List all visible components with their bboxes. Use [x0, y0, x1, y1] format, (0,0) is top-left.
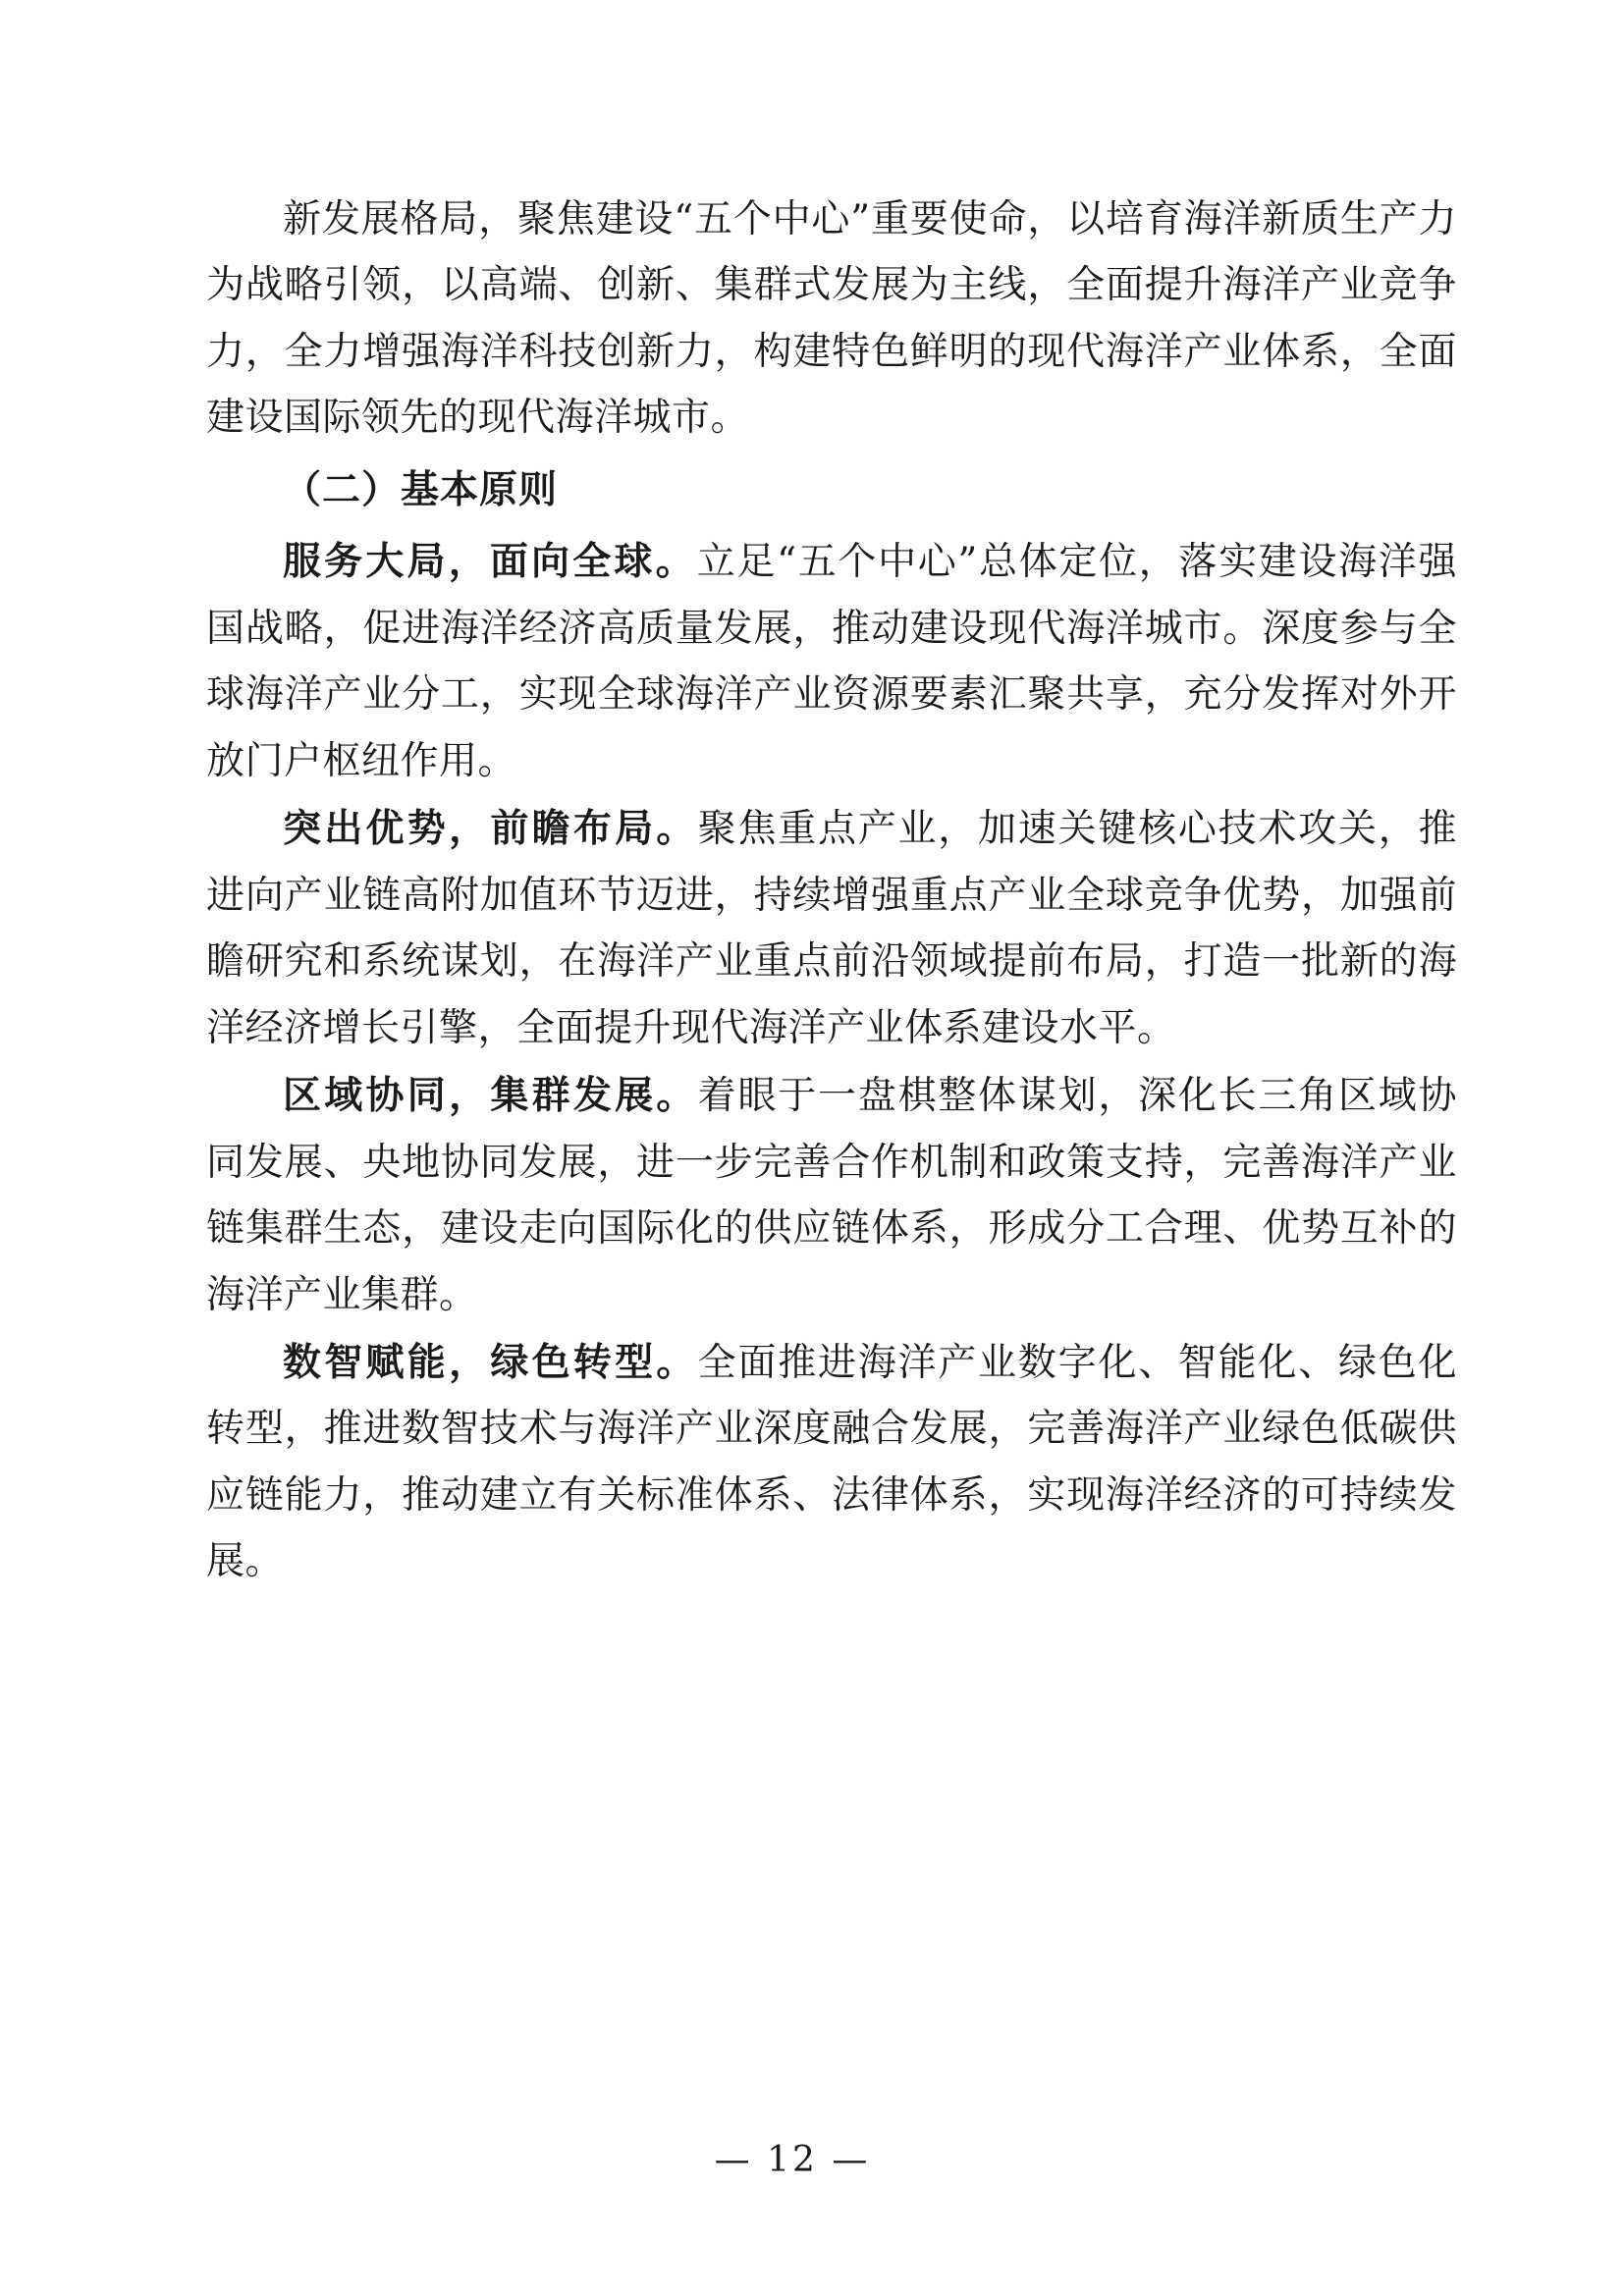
paragraph-digital-green	[206, 1330, 1457, 1595]
paragraph-text-advantage-layout: 聚焦重点产业，加速关键核心技术攻关，推进向产业链高附加值环节迈进，持续增强重点产业全球竞争优势，加强前瞻研究和系统谋划，在海洋产业重点前沿领域提前布局，打造一批新的海洋经济增长引擎，全面提升现代海洋产业体系建设水平。	[206, 807, 1457, 1050]
paragraph-lead-regional-cluster: 区域协同，集群发展。	[283, 1073, 698, 1119]
paragraph-lead-digital-green: 数智赋能，绿色转型。	[283, 1339, 698, 1385]
paragraph-text-regional-cluster: 着眼于一盘棋整体谋划，深化长三角区域协同发展、央地协同发展，进一步完善合作机制和政策支持，完善海洋产业链集群生态，建设走向国际化的供应链体系，形成分工合理、优势互补的海洋产业集群。	[206, 1074, 1457, 1317]
paragraph-text-digital-green: 全面推进海洋产业数字化、智能化、绿色化转型，推进数智技术与海洋产业深度融合发展，完善海洋产业绿色低碳供应链能力，推动建立有关标准体系、法律体系，实现海洋经济的可持续发展。	[206, 1340, 1457, 1584]
section-heading-basic-principles: （二）基本原则	[283, 466, 559, 512]
paragraph-serve-global	[206, 529, 1457, 794]
document-body	[206, 187, 1457, 1595]
paragraph-continued: 新发展格局，聚焦建设“五个中心”重要使命，以培育海洋新质生产力为战略引领，以高端、创新、集群式发展为主线，全面提升海洋产业竞争力，全力增强海洋科技创新力，构建特色鲜明的现代海洋产业体系，全面建设国际领先的现代海洋城市。	[206, 197, 1457, 441]
paragraph-regional-cluster	[206, 1063, 1457, 1328]
page-number: — 12 —	[714, 2140, 871, 2180]
paragraph-lead-advantage-layout: 突出优势，前瞻布局。	[283, 806, 698, 852]
paragraph-advantage-layout	[206, 796, 1457, 1061]
paragraph-lead-serve-global: 服务大局，面向全球。	[283, 539, 697, 585]
paragraph-text-serve-global: 立足“五个中心”总体定位，落实建设海洋强国战略，促进海洋经济高质量发展，推动建设现代海洋城市。深度参与全球海洋产业分工，实现全球海洋产业资源要素汇聚共享，充分发挥对外开放门户枢纽作用。	[206, 540, 1457, 783]
